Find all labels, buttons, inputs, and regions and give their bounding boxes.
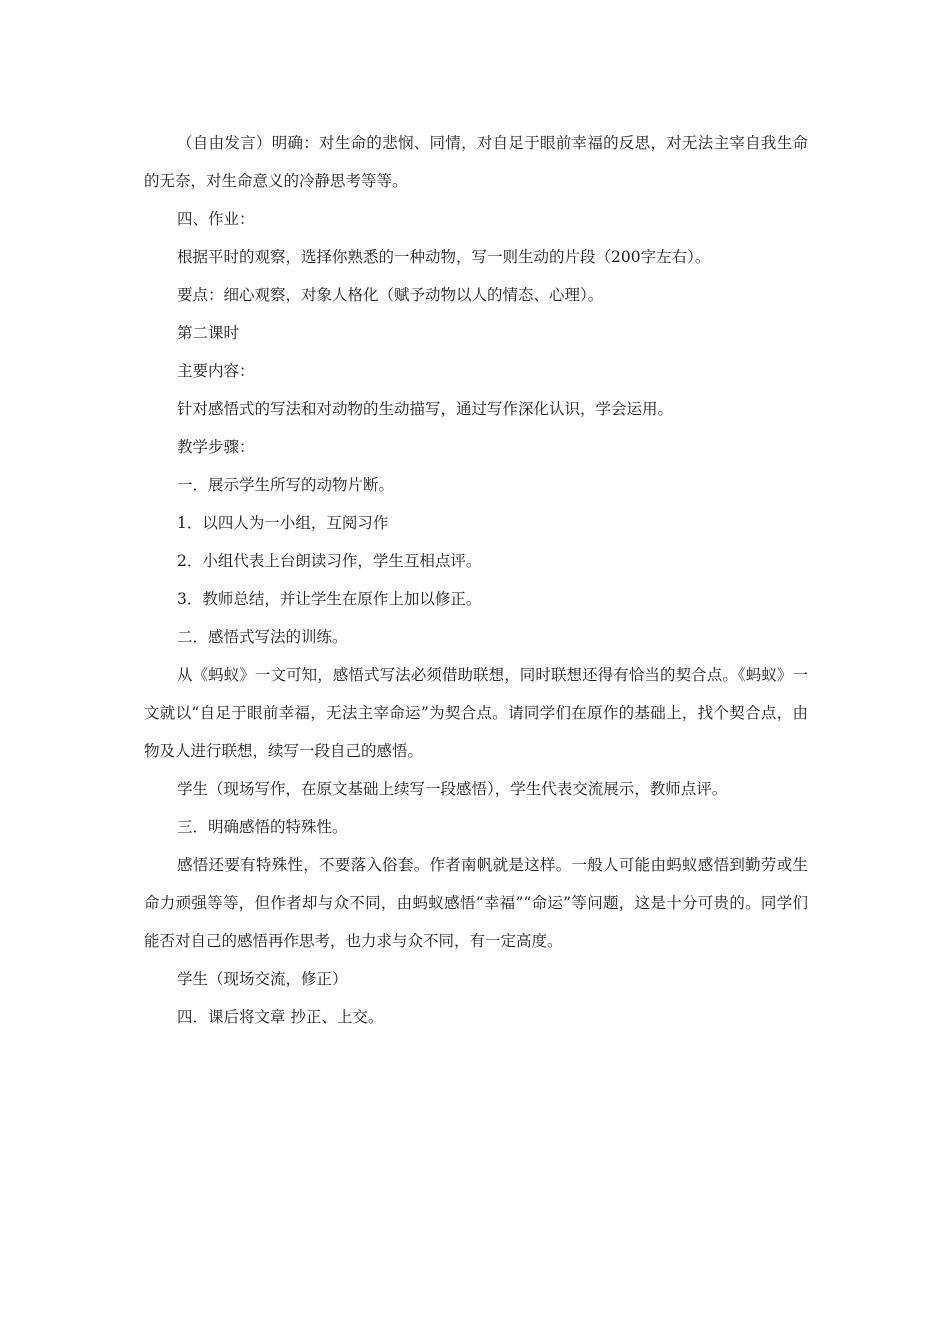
paragraph-student-exchange: 学生（现场交流，修正）: [177, 970, 348, 988]
step-two-heading: 二．感悟式写法的训练。: [177, 628, 348, 646]
paragraph-student-writing: 学生（现场写作，在原文基础上续写一段感悟），学生代表交流展示，教师点评。: [177, 780, 728, 798]
paragraph-homework-task: 根据平时的观察，选择你熟悉的一种动物，写一则生动的片段（200字左右）。: [177, 248, 711, 266]
document-body: [144, 124, 808, 1036]
step-one-item-1: 1．以四人为一小组，互阅习作: [177, 514, 389, 532]
heading-homework: 四、作业：: [177, 210, 255, 228]
paragraph-association: 从《蚂蚁》一文可知，感悟式写法必须借助联想，同时联想还得有恰当的契合点。《蚂蚁》一文就以“自足于眼前幸福，无法主宰命运”为契合点。请同学们在原作的基础上，找个契合点，由物及人进行联想，续写一段自己的感悟。: [144, 666, 808, 760]
paragraph-uniqueness: 感悟还要有特殊性，不要落入俗套。作者南帆就是这样。一般人可能由蚂蚁感悟到勤劳或生命力顽强等等，但作者却与众不同，由蚂蚁感悟“幸福”“命运”等问题，这是十分可贵的。同学们能否对自己的感悟再作思考，也力求与众不同，有一定高度。: [144, 856, 808, 950]
step-four-heading: 四．课后将文章 抄正、上交。: [177, 1008, 384, 1026]
heading-teaching-steps: 教学步骤：: [177, 438, 255, 456]
paragraph-main-content: 针对感悟式的写法和对动物的生动描写，通过写作深化认识，学会运用。: [177, 400, 674, 418]
step-one-item-2: 2．小组代表上台朗读习作，学生互相点评。: [177, 552, 482, 570]
step-one-item-3: 3．教师总结，并让学生在原作上加以修正。: [177, 590, 482, 608]
heading-second-lesson: 第二课时: [177, 324, 240, 342]
heading-main-content: 主要内容：: [177, 362, 255, 380]
paragraph-discussion: （自由发言）明确：对生命的悲悯、同情，对自足于眼前幸福的反思，对无法主宰自我生命的无奈，对生命意义的冷静思考等等。: [144, 134, 808, 190]
step-one-heading: 一．展示学生所写的动物片断。: [177, 476, 395, 494]
step-three-heading: 三．明确感悟的特殊性。: [177, 818, 348, 836]
paragraph-homework-key-points: 要点：细心观察，对象人格化（赋予动物以人的情态、心理）。: [177, 286, 604, 304]
